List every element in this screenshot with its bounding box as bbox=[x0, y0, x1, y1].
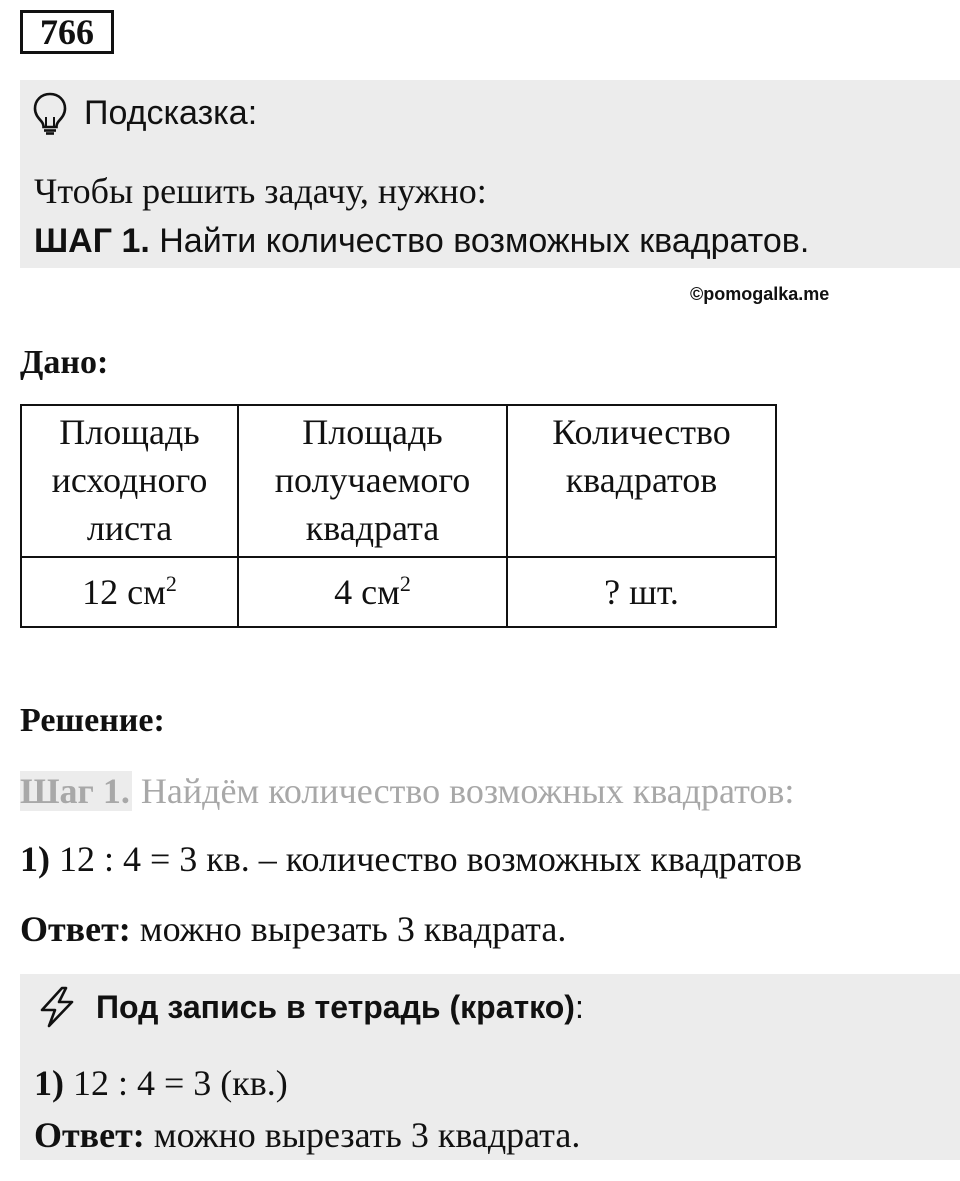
cell-exponent: 2 bbox=[399, 571, 411, 596]
header-line: исходного bbox=[51, 460, 208, 500]
header-line: Площадь bbox=[59, 412, 200, 452]
answer-text: можно вырезать 3 квадрата. bbox=[130, 909, 567, 949]
hint-step bbox=[34, 222, 809, 261]
notes-title-colon: : bbox=[574, 988, 584, 1025]
hint-line: Чтобы решить задачу, нужно: bbox=[34, 171, 487, 211]
cell-value: 4 см bbox=[334, 572, 400, 612]
task-number: 766 bbox=[20, 10, 114, 54]
lightning-icon bbox=[34, 985, 80, 1029]
step-label: Шаг 1. bbox=[20, 771, 130, 811]
notes-answer bbox=[34, 1114, 580, 1156]
notes-answer-label: Ответ: bbox=[34, 1115, 145, 1155]
table-header-cell bbox=[238, 405, 507, 557]
header-line: Количество bbox=[552, 412, 731, 452]
cell-exponent: 2 bbox=[165, 571, 177, 596]
header-line: листа bbox=[86, 508, 173, 548]
notes-answer-text: можно вырезать 3 квадрата. bbox=[144, 1115, 581, 1155]
notes-calculation bbox=[34, 1062, 288, 1104]
table-cell bbox=[21, 557, 238, 627]
hint-title bbox=[32, 88, 257, 138]
hint-step-label: ШАГ 1. bbox=[34, 222, 150, 260]
table-cell bbox=[507, 557, 776, 627]
calc-label: 1) bbox=[20, 839, 50, 879]
header-line: получаемого bbox=[274, 460, 471, 500]
header-line: Площадь bbox=[302, 412, 443, 452]
header-line: квадратов bbox=[565, 460, 718, 500]
calc-text: 12 : 4 = 3 кв. – количество возможных квадратов bbox=[50, 839, 802, 879]
notes-title bbox=[34, 982, 584, 1032]
watermark: ©pomogalka.me bbox=[690, 284, 830, 304]
cell-value: ? шт. bbox=[604, 572, 679, 612]
table-header-cell bbox=[507, 405, 776, 557]
solution-step bbox=[20, 770, 794, 812]
header-line: квадрата bbox=[305, 508, 440, 548]
hint-title-text: Подсказка: bbox=[84, 93, 258, 132]
table-header-cell bbox=[21, 405, 238, 557]
notes-calc-text: 12 : 4 = 3 (кв.) bbox=[64, 1063, 288, 1103]
step-text: Найдём количество возможных квадратов: bbox=[131, 771, 795, 811]
given-heading: Дано: bbox=[20, 344, 109, 381]
cell-value: 12 см bbox=[82, 572, 166, 612]
solution-calculation bbox=[20, 838, 802, 880]
solution-heading: Решение: bbox=[20, 702, 165, 739]
solution-answer bbox=[20, 908, 566, 950]
given-table bbox=[20, 404, 777, 628]
notes-title-text: Под запись в тетрадь (кратко) bbox=[96, 988, 575, 1025]
hint-step-text: Найти количество возможных квадратов. bbox=[149, 222, 810, 260]
lightbulb-icon bbox=[32, 91, 68, 135]
answer-label: Ответ: bbox=[20, 909, 131, 949]
table-cell bbox=[238, 557, 507, 627]
notes-calc-label: 1) bbox=[34, 1063, 64, 1103]
